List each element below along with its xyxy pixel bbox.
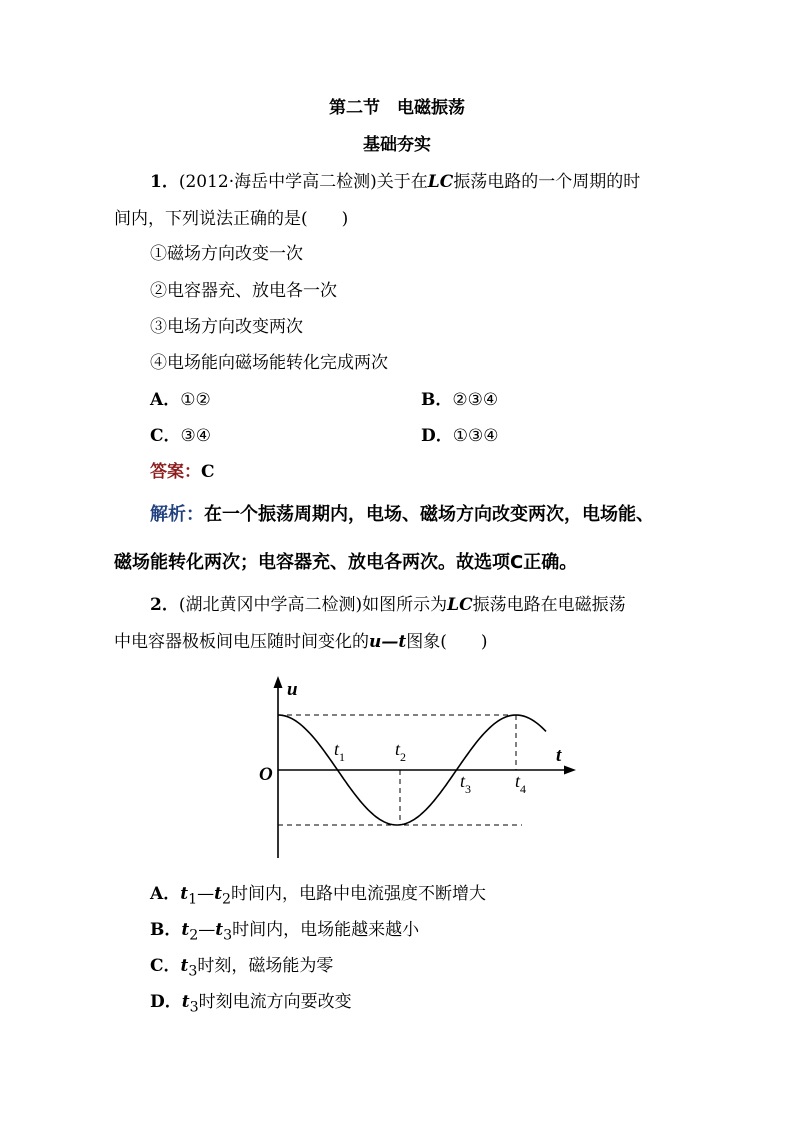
t-axis-arrow: [564, 766, 576, 775]
q2-stem-b: 振荡电路在电磁振荡: [472, 595, 626, 615]
u-t-graph: [240, 668, 580, 863]
q2-option-b[interactable]: [150, 919, 419, 946]
q2-option-b-sub-from: 2: [189, 927, 199, 944]
q1-number: 1．: [150, 172, 179, 192]
q1-option-b[interactable]: [421, 389, 498, 411]
q2-option-b-sub-to: 3: [223, 927, 233, 944]
tick-t4-base: t: [515, 771, 521, 791]
q2-stem-line2b: 图象( ): [406, 632, 488, 652]
q2-option-b-text: 时间内，电场能越来越小: [232, 920, 420, 940]
q1-option-a-label: A．: [150, 390, 181, 410]
q1-option-b-text: ②③④: [452, 390, 499, 410]
q1-stem-line1: [150, 171, 640, 193]
tick-label-t4: [515, 771, 526, 796]
q1-answer-value: C: [201, 462, 215, 482]
tick-label-t1: [334, 739, 345, 764]
q1-option-c-label: C．: [150, 426, 181, 446]
q2-ut: u—t: [369, 632, 407, 652]
tick-t4-sub: 4: [520, 782, 527, 796]
tick-t1-sub: 1: [339, 750, 346, 764]
q1-option-b-label: B．: [421, 390, 453, 410]
q2-stem-line1: [150, 594, 626, 616]
q1-option-d-label: D．: [421, 426, 453, 446]
q2-option-a-t-to: t: [214, 884, 222, 904]
q2-option-a-t-from: t: [180, 884, 189, 904]
q1-option-a-text: ①②: [180, 390, 211, 410]
q1-source: (2012·海岳中学高二检测): [178, 172, 377, 192]
q2-option-a-sub-to: 2: [221, 891, 231, 908]
q1-option-d-text: ①③④: [452, 426, 499, 446]
q1-option-c[interactable]: [150, 425, 211, 447]
q1-statement-3: ③电场方向改变两次: [150, 317, 303, 337]
q2-option-b-dash: —: [198, 920, 216, 940]
q2-number: 2．: [150, 595, 179, 615]
q2-option-d-label: D．: [150, 992, 182, 1012]
tick-t3-base: t: [460, 771, 466, 791]
tick-t3-sub: 3: [465, 782, 472, 796]
q2-option-d-t: t: [181, 992, 190, 1012]
u-axis-label: u: [287, 679, 298, 700]
tick-label-t2: [395, 739, 406, 764]
q2-option-a-text: 时间内，电路中电流强度不断增大: [230, 884, 486, 904]
tick-t2-base: t: [395, 739, 401, 759]
q2-stem-line2a: 中电容器极板间电压随时间变化的: [114, 632, 369, 652]
q2-option-a-dash: —: [197, 884, 215, 904]
q1-stem-a: 关于在: [376, 172, 428, 192]
q2-option-c-t: t: [180, 956, 189, 976]
q2-option-a[interactable]: [150, 883, 486, 910]
subsection-title: 基础夯实: [363, 135, 431, 155]
q1-answer-label: 答案：: [150, 462, 201, 482]
tick-label-t3: [460, 771, 471, 796]
q2-stem-a: 如图所示为: [362, 595, 448, 615]
q2-option-a-label: A．: [150, 884, 181, 904]
u-axis-arrow: [274, 676, 283, 688]
q2-option-c-text: 时刻，磁场能为零: [197, 956, 334, 976]
q2-option-d-text: 时刻电流方向要改变: [198, 992, 352, 1012]
t-axis-label: t: [556, 745, 562, 766]
q1-statement-4: ④电场能向磁场能转化完成两次: [150, 353, 388, 373]
section-title: 第二节 电磁振荡: [329, 98, 465, 118]
tick-t1-base: t: [334, 739, 340, 759]
q2-option-c[interactable]: [150, 955, 333, 982]
q1-answer: [150, 461, 215, 483]
q1-option-d[interactable]: [421, 425, 498, 447]
q2-option-a-sub-from: 1: [188, 891, 198, 908]
q1-statement-2: ②电容器充、放电各一次: [150, 281, 337, 301]
q1-stem-b: 振荡电路的一个周期的时: [453, 172, 641, 192]
q2-lc: LC: [447, 595, 473, 615]
q1-explanation-text1: 在一个振荡周期内，电场、磁场方向改变两次，电场能、: [204, 504, 654, 525]
q2-option-b-t-from: t: [181, 920, 190, 940]
origin-label: O: [259, 764, 273, 785]
q2-source: (湖北黄冈中学高二检测): [178, 595, 363, 615]
q2-option-c-label: C．: [150, 956, 181, 976]
q1-explanation-line1: [150, 503, 654, 527]
q1-lc: LC: [427, 172, 454, 192]
q2-option-c-sub: 3: [188, 963, 198, 980]
q2-option-b-label: B．: [150, 920, 182, 940]
q1-stem-line2: 间内，下列说法正确的是( ): [114, 209, 349, 229]
q1-option-c-text: ③④: [180, 426, 212, 446]
q2-option-b-t-to: t: [215, 920, 224, 940]
q1-explanation-line2: 磁场能转化两次；电容器充、放电各两次。故选项C正确。: [114, 552, 578, 573]
q2-option-d[interactable]: [150, 991, 352, 1018]
q1-statement-1: ①磁场方向改变一次: [150, 244, 303, 264]
q2-stem-line2: [114, 631, 487, 653]
tick-t2-sub: 2: [400, 750, 407, 764]
q1-option-a[interactable]: [150, 389, 211, 411]
q1-explanation-label: 解析：: [150, 504, 204, 525]
q2-option-d-sub: 3: [189, 999, 199, 1016]
